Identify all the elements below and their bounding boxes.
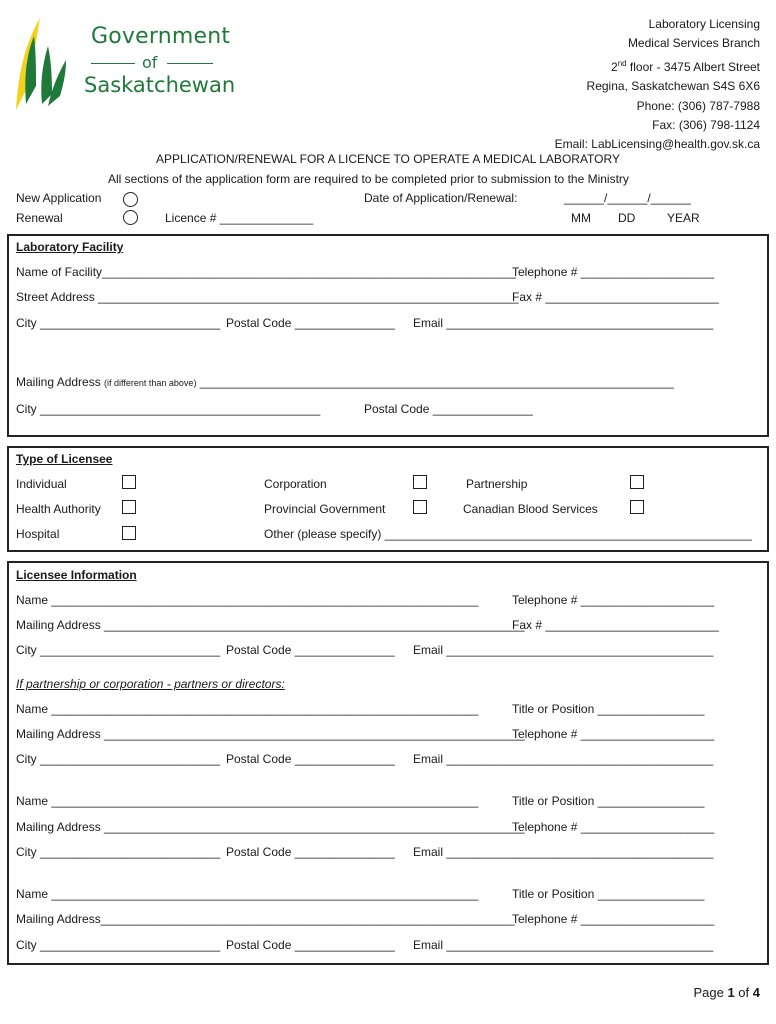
logo-rule-right — [167, 63, 213, 64]
partner-postal-field[interactable]: Postal Code _______________ — [226, 938, 395, 952]
licensee-city-field[interactable]: City ___________________________ — [16, 643, 221, 657]
logo-line-saskatchewan: Saskatchewan — [84, 73, 236, 97]
logo-rule-left — [91, 63, 135, 64]
partner-title-field[interactable]: Title or Position ________________ — [512, 702, 705, 716]
licensee-mailing-field[interactable]: Mailing Address _______________________________________________________________ — [16, 618, 525, 632]
form-subtitle: All sections of the application form are required to be completed prior to submission to the Ministry — [108, 172, 629, 186]
partner-city-field[interactable]: City ___________________________ — [16, 845, 221, 859]
hospital-label: Hospital — [16, 527, 60, 541]
wheat-leaf-icon — [14, 16, 76, 112]
address-fax: Fax: (306) 798-1124 — [652, 118, 760, 133]
date-dd-label: DD — [618, 211, 636, 225]
partnership-checkbox[interactable] — [630, 475, 644, 489]
facility-mailing-city-field[interactable]: City __________________________________________ — [16, 402, 321, 416]
hospital-checkbox[interactable] — [122, 526, 136, 540]
government-of-saskatchewan-logo — [14, 16, 236, 112]
partner-title-field[interactable]: Title or Position ________________ — [512, 794, 705, 808]
partnership-label: Partnership — [466, 477, 528, 491]
partner-city-field[interactable]: City ___________________________ — [16, 938, 221, 952]
provincial-government-label: Provincial Government — [264, 502, 386, 516]
partners-directors-note: If partnership or corporation - partners or directors: — [16, 677, 285, 691]
licensee-fax-field[interactable]: Fax # __________________________ — [512, 618, 719, 632]
type-of-licensee-title: Type of Licensee — [16, 452, 113, 466]
partner-mailing-field[interactable]: Mailing Address _______________________________________________________________ — [16, 820, 525, 834]
address-email: Email: LabLicensing@health.gov.sk.ca — [554, 137, 760, 152]
licensee-information-title: Licensee Information — [16, 568, 137, 582]
partner-postal-field[interactable]: Postal Code _______________ — [226, 752, 395, 766]
facility-name-field[interactable]: Name of Facility______________________________________________________________ — [16, 265, 516, 279]
logo-line-government: Government — [91, 24, 231, 49]
partner-title-field[interactable]: Title or Position ________________ — [512, 887, 705, 901]
new-application-radio[interactable] — [123, 192, 138, 207]
partner-city-field[interactable]: City ___________________________ — [16, 752, 221, 766]
canadian-blood-services-label: Canadian Blood Services — [463, 502, 598, 516]
facility-telephone-field[interactable]: Telephone # ____________________ — [512, 265, 715, 279]
date-mm-label: MM — [571, 211, 591, 225]
address-line: 2nd floor - 3475 Albert Street — [611, 58, 760, 74]
licensee-name-field[interactable]: Name ________________________________________________________________ — [16, 593, 479, 607]
corporation-checkbox[interactable] — [413, 475, 427, 489]
partner-telephone-field[interactable]: Telephone # ____________________ — [512, 820, 715, 834]
individual-label: Individual — [16, 477, 67, 491]
date-field[interactable]: ______/______/______ — [564, 191, 691, 205]
page-number: Page 1 of 4 — [693, 985, 760, 1000]
renewal-label: Renewal — [16, 211, 63, 225]
partner-email-field[interactable]: Email ________________________________________ — [413, 845, 714, 859]
partner-mailing-field[interactable]: Mailing Address______________________________________________________________ — [16, 912, 515, 926]
corporation-label: Corporation — [264, 477, 327, 491]
partner-postal-field[interactable]: Postal Code _______________ — [226, 845, 395, 859]
canadian-blood-services-checkbox[interactable] — [630, 500, 644, 514]
other-specify-field[interactable]: Other (please specify) _______________________________________________________ — [264, 527, 752, 541]
partner-name-field[interactable]: Name ________________________________________________________________ — [16, 887, 479, 901]
partner-mailing-field[interactable]: Mailing Address _______________________________________________________________ — [16, 727, 525, 741]
licensee-postal-field[interactable]: Postal Code _______________ — [226, 643, 395, 657]
new-application-label: New Application — [16, 191, 102, 205]
provincial-government-checkbox[interactable] — [413, 500, 427, 514]
date-label: Date of Application/Renewal: — [364, 191, 518, 205]
health-authority-label: Health Authority — [16, 502, 101, 516]
licensee-email-field[interactable]: Email ________________________________________ — [413, 643, 714, 657]
facility-fax-field[interactable]: Fax # __________________________ — [512, 290, 719, 304]
partner-email-field[interactable]: Email ________________________________________ — [413, 938, 714, 952]
partner-telephone-field[interactable]: Telephone # ____________________ — [512, 727, 715, 741]
facility-email-field[interactable]: Email ________________________________________ — [413, 316, 714, 330]
individual-checkbox[interactable] — [122, 475, 136, 489]
partner-telephone-field[interactable]: Telephone # ____________________ — [512, 912, 715, 926]
branch-address-block — [555, 15, 760, 155]
facility-city-field[interactable]: City ___________________________ — [16, 316, 221, 330]
licence-number-field[interactable]: Licence # ______________ — [165, 211, 314, 225]
address-line: Laboratory Licensing — [648, 17, 760, 31]
facility-street-field[interactable]: Street Address _______________________________________________________________ — [16, 290, 519, 304]
logo-line-of: of — [142, 53, 158, 72]
renewal-radio[interactable] — [123, 210, 138, 225]
date-year-label: YEAR — [667, 211, 700, 225]
facility-mailing-postal-field[interactable]: Postal Code _______________ — [364, 402, 533, 416]
laboratory-facility-title: Laboratory Facility — [16, 240, 124, 254]
health-authority-checkbox[interactable] — [122, 500, 136, 514]
address-phone: Phone: (306) 787-7988 — [636, 98, 760, 113]
licensee-telephone-field[interactable]: Telephone # ____________________ — [512, 593, 715, 607]
facility-postal-field[interactable]: Postal Code _______________ — [226, 316, 395, 330]
address-line: Medical Services Branch — [627, 36, 760, 51]
partner-name-field[interactable]: Name ________________________________________________________________ — [16, 794, 479, 808]
facility-mailing-field[interactable]: Mailing Address (if different than above) _______________________________________________________________________ — [16, 375, 674, 389]
address-line: Regina, Saskatchewan S4S 6X6 — [586, 79, 760, 94]
form-title: APPLICATION/RENEWAL FOR A LICENCE TO OPERATE A MEDICAL LABORATORY — [156, 152, 620, 166]
partner-email-field[interactable]: Email ________________________________________ — [413, 752, 714, 766]
partner-name-field[interactable]: Name ________________________________________________________________ — [16, 702, 479, 716]
